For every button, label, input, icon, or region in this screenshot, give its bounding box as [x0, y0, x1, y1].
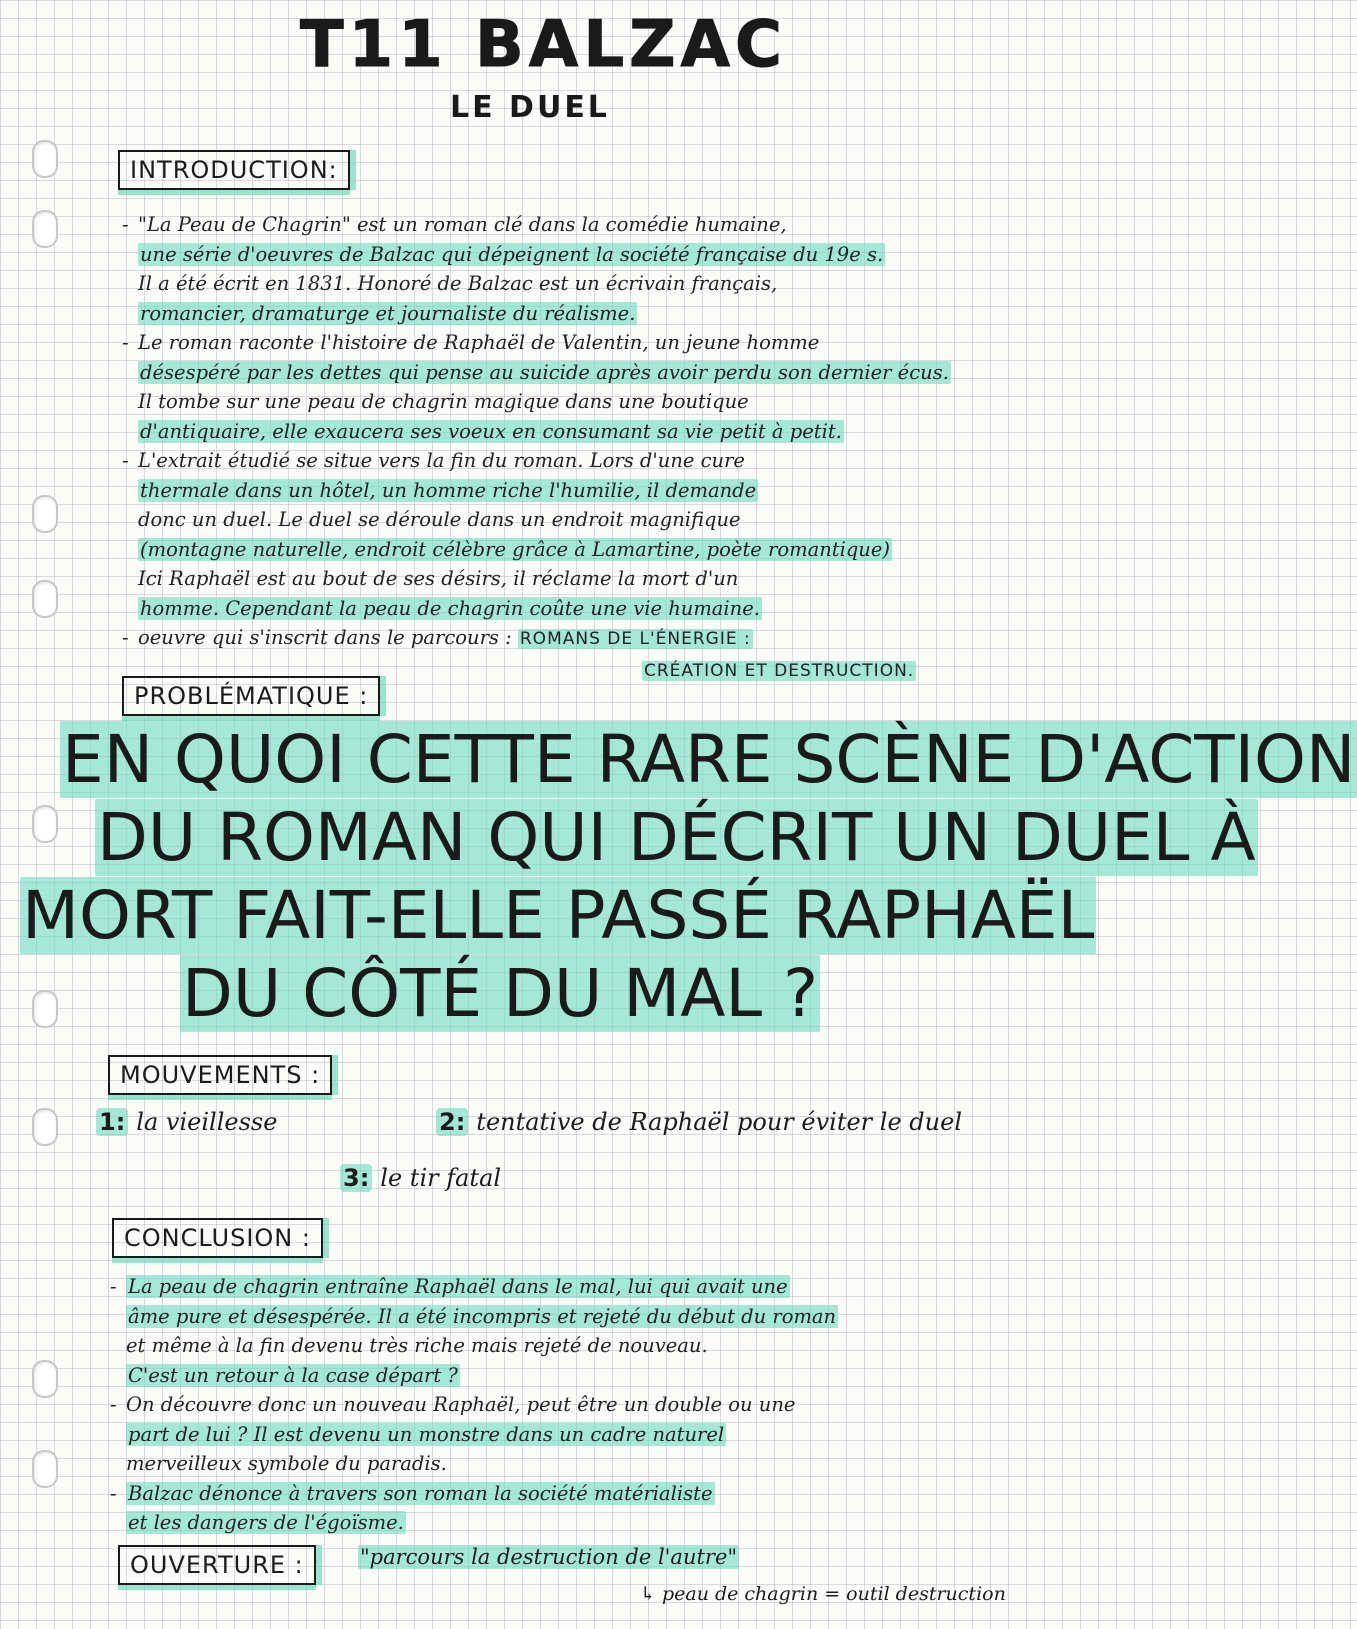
parcours-subtitle: CRÉATION ET DESTRUCTION. — [644, 660, 915, 681]
page-subtitle: LE DUEL — [450, 90, 610, 125]
list-item: thermale dans un hôtel, un homme riche l'humilie, il demande — [140, 478, 757, 502]
question-line: DU CÔTÉ DU MAL ? — [182, 955, 819, 1032]
binder-hole — [32, 1108, 58, 1146]
list-item: - Le roman raconte l'histoire de Raphaël de Valentin, un jeune homme — [122, 328, 1057, 358]
list-item: (montagne naturelle, endroit célèbre grâce à Lamartine, poète romantique) — [140, 537, 891, 561]
binder-hole — [32, 580, 58, 618]
conclusion-text — [110, 1272, 1060, 1538]
question-line: EN QUOI CETTE RARE SCÈNE D'ACTION — [62, 721, 1356, 798]
introduction-heading: INTRODUCTION: — [118, 150, 350, 190]
list-item: une série d'oeuvres de Balzac qui dépeignent la société française du 19e s. — [140, 242, 884, 266]
binder-hole — [32, 805, 58, 843]
list-item: merveilleux symbole du paradis. — [126, 1452, 447, 1475]
movement-item: 1: la vieillesse — [96, 1108, 277, 1136]
movement-item: 3: le tir fatal — [340, 1164, 501, 1192]
movement-item: 2: tentative de Raphaël pour éviter le duel — [436, 1108, 962, 1136]
introduction-text — [122, 210, 1057, 686]
list-item: - On découvre donc un nouveau Raphaël, peut être un double ou une — [110, 1390, 1060, 1420]
list-item: romancier, dramaturge et journaliste du réalisme. — [140, 301, 636, 325]
list-item: - oeuvre qui s'inscrit dans le parcours : ROMANS DE L'ÉNERGIE : — [122, 623, 1057, 655]
ouverture-text: "parcours la destruction de l'autre" — [360, 1545, 738, 1569]
ouverture-note: ↳ peau de chagrin = outil destruction — [640, 1583, 1006, 1605]
list-item: part de lui ? Il est devenu un monstre dans un cadre naturel — [128, 1422, 725, 1446]
list-item: et les dangers de l'égoïsme. — [128, 1511, 404, 1534]
list-item: - Balzac dénonce à travers son roman la société matérialiste — [110, 1479, 1060, 1509]
binder-hole — [32, 140, 58, 178]
list-item: et même à la fin devenu très riche mais rejeté de nouveau. — [126, 1334, 708, 1357]
binder-hole — [32, 1360, 58, 1398]
binder-hole — [32, 990, 58, 1028]
movement-number: 2: — [436, 1108, 468, 1136]
movement-number: 3: — [340, 1164, 372, 1192]
conclusion-heading: CONCLUSION : — [112, 1218, 323, 1258]
binder-hole — [32, 1450, 58, 1488]
list-item: C'est un retour à la case départ ? — [128, 1363, 458, 1387]
list-item: - La peau de chagrin entraîne Raphaël dans le mal, lui qui avait une — [110, 1272, 1060, 1302]
list-item: homme. Cependant la peau de chagrin coûte une vie humaine. — [140, 596, 760, 620]
binder-hole — [32, 495, 58, 533]
list-item: d'antiquaire, elle exaucera ses voeux en consumant sa vie petit à petit. — [140, 419, 842, 443]
list-item: Il a été écrit en 1831. Honoré de Balzac est un écrivain français, — [138, 272, 778, 295]
list-item: donc un duel. Le duel se déroule dans un endroit magnifique — [138, 508, 741, 531]
binder-hole — [32, 210, 58, 248]
parcours-label: ROMANS DE L'ÉNERGIE : — [519, 629, 751, 649]
list-item: - "La Peau de Chagrin" est un roman clé dans la comédie humaine, — [122, 210, 1057, 240]
mouvements-heading: MOUVEMENTS : — [108, 1055, 332, 1095]
question-line: DU ROMAN QUI DÉCRIT UN DUEL À — [97, 799, 1256, 876]
list-item: Il tombe sur une peau de chagrin magique dans une boutique — [138, 390, 749, 413]
question-line: MORT FAIT-ELLE PASSÉ RAPHAËL — [22, 877, 1095, 954]
list-item: Ici Raphaël est au bout de ses désirs, il réclame la mort d'un — [138, 567, 739, 590]
list-item: désespéré par les dettes qui pense au suicide après avoir perdu son dernier écus. — [140, 360, 949, 384]
page-title: T11 BALZAC — [300, 8, 787, 82]
movement-number: 1: — [96, 1108, 128, 1136]
problematique-heading: PROBLÉMATIQUE : — [122, 676, 380, 716]
list-item: âme pure et désespérée. Il a été incompris et rejeté du début du roman — [128, 1304, 837, 1328]
ouverture-heading: OUVERTURE : — [118, 1545, 316, 1585]
list-item: - L'extrait étudié se situe vers la fin du roman. Lors d'une cure — [122, 446, 1057, 476]
